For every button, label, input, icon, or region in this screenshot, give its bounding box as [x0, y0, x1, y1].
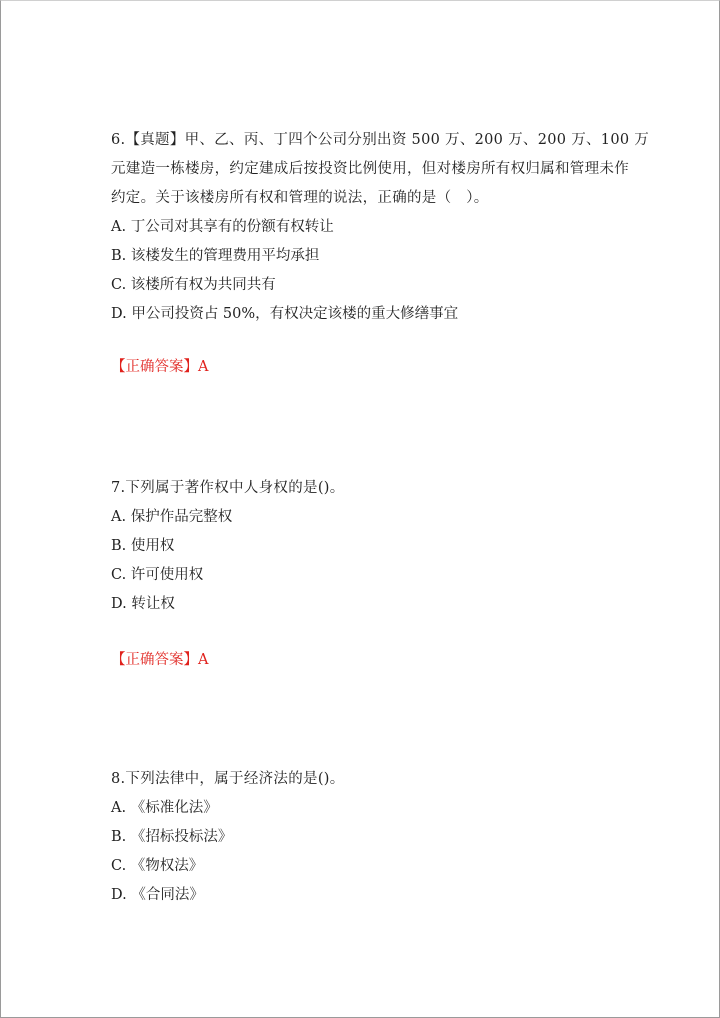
answer-label: 【正确答案】 [111, 359, 198, 375]
question-8 [111, 765, 631, 910]
question-6 [111, 126, 650, 329]
stem-line: 7.下列属于著作权中人身权的是()。 [111, 480, 345, 496]
option-c: C. 该楼所有权为共同共有 [111, 277, 276, 293]
answer-value: A [198, 359, 209, 375]
answer-6 [111, 355, 208, 376]
option-b: B. 该楼发生的管理费用平均承担 [111, 248, 320, 264]
answer-label: 【正确答案】 [111, 652, 198, 668]
stem-line: 约定。关于该楼房所有权和管理的说法，正确的是（ ）。 [111, 190, 489, 206]
option-d: D. 转让权 [111, 596, 175, 612]
option-b: B. 使用权 [111, 538, 175, 554]
option-d: D. 甲公司投资占 50%，有权决定该楼的重大修缮事宜 [111, 306, 459, 322]
option-list [111, 503, 631, 619]
stem-line: 6.【真题】甲、乙、丙、丁四个公司分别出资 500 万、200 万、200 万、100 万 [111, 132, 650, 148]
option-a: A. 丁公司对其享有的份额有权转让 [111, 219, 334, 235]
question-7 [111, 474, 631, 619]
option-d: D. 《合同法》 [111, 887, 204, 903]
question-stem [111, 126, 650, 213]
option-a: A. 保护作品完整权 [111, 509, 233, 525]
option-c: C. 许可使用权 [111, 567, 204, 583]
option-c: C. 《物权法》 [111, 858, 204, 874]
answer-value: A [198, 652, 209, 668]
question-stem [111, 474, 631, 503]
stem-line: 元建造一栋楼房，约定建成后按投资比例使用，但对楼房所有权归属和管理未作 [111, 161, 629, 177]
answer-7 [111, 648, 208, 669]
option-b: B. 《招标投标法》 [111, 829, 233, 845]
option-list [111, 794, 631, 910]
option-a: A. 《标准化法》 [111, 800, 218, 816]
option-list [111, 213, 631, 329]
question-stem [111, 765, 631, 794]
stem-line: 8.下列法律中，属于经济法的是()。 [111, 771, 345, 787]
